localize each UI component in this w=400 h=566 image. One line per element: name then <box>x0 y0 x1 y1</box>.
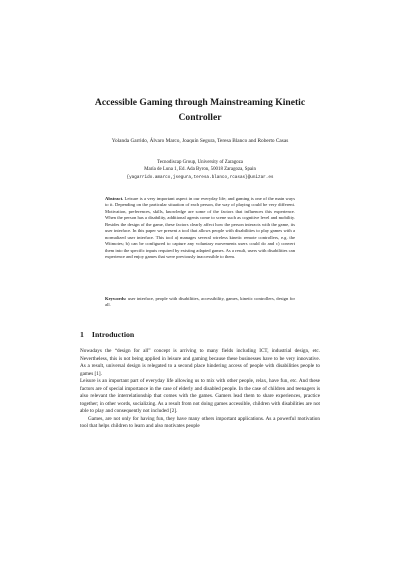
body-text <box>80 348 320 431</box>
keywords-block <box>105 296 295 309</box>
affiliation-block <box>96 159 304 181</box>
abstract-label: Abstract. <box>105 196 124 201</box>
body-paragraph: Nowadays the “design for all” concept is arriving to many fields including ICT, industrial design, etc. Nevertheless, this is not being applied in leisure and gaming because these businesses have to be very innovative. As a result, universal design is relegated to a second place hindering access of people with disabilities people to games [1]. <box>80 348 320 377</box>
affiliation-group: Tecnodiscap Group, University of Zaragoza <box>157 160 243 165</box>
abstract-block <box>105 196 295 261</box>
keywords-text: user interface, people with disabilities, accessibility, games, kinetic controllers, design for all. <box>105 296 295 308</box>
author-list: Yolanda Garrido, Álvaro Marco, Joaquín Segura, Teresa Blanco and Roberto Casas <box>111 138 289 144</box>
affiliation-email: {yagarrido.amarco,jsegura,teresa.blanco,rcasas}@unizar.es <box>126 174 274 180</box>
affiliation-address: María de Luna 1, Ed. Ada Byron, 50018 Zaragoza, Spain <box>144 167 256 173</box>
section-number: 1 <box>80 330 84 339</box>
section-title: Introduction <box>91 330 135 339</box>
keywords-label: Keywords: <box>105 296 127 301</box>
body-paragraph: Leisure is an important part of everyday life allowing us to mix with other people, relax, have fun, etc. And these factors are of special importance in the case of elderly and disabled people. In the case of children and teenagers is also relevant the interrelationship that comes with the games. Gamers lead them to share experiences, practice together; in other words, socializing. As a result from not doing games accessible, children with disabilities are not able to play and consequently not included [2]. <box>80 378 320 415</box>
paper-title: Accessible Gaming through Mainstreaming Kinetic Controller <box>94 97 306 123</box>
section-heading <box>80 330 134 340</box>
body-paragraph: Games, are not only for having fun, they have many others important applications. As a powerful motivation tool that helps children to learn and also motivates people <box>80 415 320 430</box>
abstract-text: Leisure is a very important aspect in our everyday life; and gaming is one of the main ways to it. Depending on the particular situation of each person, the way of playing could be very different. Motivation, preferences, skills, knowledge are some of the factors that influences this experience. When the person has a disability, additional agents come to scene such as cognitive level and mobility. Besides the design of the game, these factors clearly affect how the person interacts with the game, its user interface. In this paper we present a tool that allows people with disabilities to play games with a normalized user interface. This tool a) manages several wireless kinetic remote controllers, e.g. the Wiimotes; b) can be configured to capture any voluntary movements users could do and c) convert them into the specific inputs required by existing adapted games. As a result, users with disabilities can experience and enjoy games that were previously inaccessible to them. <box>105 196 295 260</box>
